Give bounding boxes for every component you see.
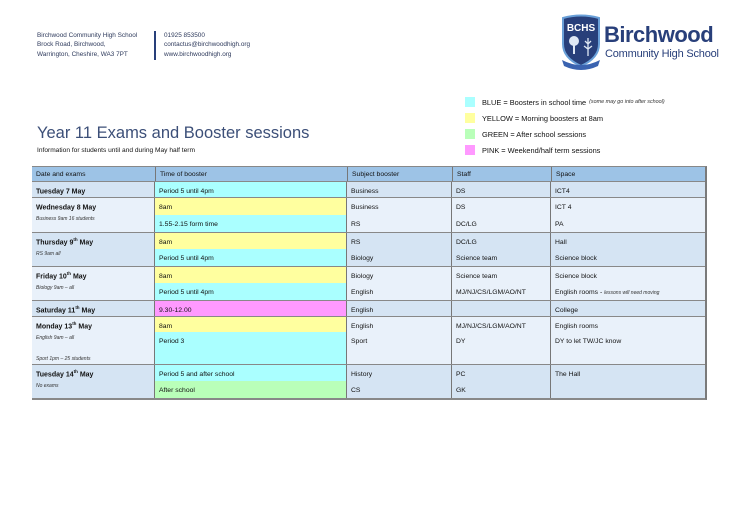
date-group (32, 267, 705, 301)
exam-note: Business 9am 16 students (36, 216, 95, 223)
table-row (155, 365, 705, 381)
col-header-space: Space (551, 167, 705, 181)
date-cell (32, 233, 155, 266)
space: Science block (555, 273, 597, 280)
col-header-time: Time of booster (155, 167, 347, 181)
page-subtitle: Information for students until and during May half term (37, 147, 195, 154)
legend-item (465, 94, 665, 110)
legend-label: GREEN = After school sessions (482, 129, 587, 139)
booster-time: Period 5 until 4pm (155, 249, 347, 266)
table-row (155, 267, 705, 283)
exam-note: Biology 9am – all (36, 285, 75, 292)
legend-item (465, 142, 665, 158)
space: PA (555, 221, 564, 228)
booster-time: 8am (155, 267, 347, 283)
staff: DC/LG (452, 233, 551, 249)
date-label: Tuesday 14th May (36, 369, 94, 379)
address-block (37, 31, 137, 59)
exam-note: RS 9am all (36, 251, 61, 258)
date-group (32, 233, 705, 267)
booster-time: Period 5 until 4pm (155, 182, 347, 197)
staff: MJ/NJ/CS/LGM/AO/NT (452, 283, 551, 300)
date-group (32, 182, 705, 198)
contact-block (164, 31, 250, 59)
col-header-subject: Subject booster (347, 167, 452, 181)
date-group (32, 301, 705, 317)
booster-time: 1.55-2.15 form time (155, 215, 347, 232)
table-row (155, 301, 705, 316)
space: English rooms - lessons will need moving (555, 289, 660, 296)
table-body (32, 182, 705, 399)
date-label: Thursday 9th May (36, 237, 94, 247)
date-label: Monday 13th May (36, 321, 92, 331)
website-link[interactable]: www.birchwoodhigh.org (164, 50, 232, 58)
booster-time: 9.30-12.00 (155, 301, 347, 316)
logo-name: Birchwood (604, 22, 714, 47)
booster-time: Period 3 (155, 332, 347, 364)
subject: Business (347, 182, 452, 197)
space: DY to let TW/JC know (555, 338, 622, 345)
date-label: Tuesday 7 May (36, 188, 86, 196)
phone: 01925 853500 (164, 32, 205, 39)
legend-label: PINK = Weekend/half term sessions (482, 145, 601, 155)
legend-label: YELLOW = Morning boosters at 8am (482, 113, 603, 123)
date-label: Saturday 11th May (36, 305, 96, 315)
subject: English (347, 317, 452, 332)
staff: DS (452, 198, 551, 215)
space: ICT 4 (555, 204, 572, 211)
subject: Biology (347, 249, 452, 266)
legend-swatch (465, 129, 475, 139)
staff: MJ/NJ/CS/LGM/AO/NT (452, 317, 551, 332)
staff: Science team (452, 249, 551, 266)
date-cell (32, 301, 155, 316)
date-cell (32, 198, 155, 232)
staff: DC/LG (452, 215, 551, 232)
svg-text:BCHS: BCHS (566, 23, 596, 34)
date-group (32, 365, 705, 399)
table-row (155, 283, 705, 300)
staff: Science team (452, 267, 551, 283)
space (551, 381, 705, 398)
logo-subname: Community High School (605, 48, 719, 60)
staff (452, 301, 551, 316)
color-legend (465, 94, 665, 158)
legend-swatch (465, 97, 475, 107)
booster-time: 8am (155, 233, 347, 249)
space: ICT4 (555, 188, 570, 195)
date-group (32, 317, 705, 365)
table-row (155, 249, 705, 266)
exam-note: No exams (36, 383, 59, 390)
booster-time: Period 5 until 4pm (155, 283, 347, 300)
booster-time: 8am (155, 198, 347, 215)
address-line: Brock Road, Birchwood, (37, 41, 106, 49)
subject: English (347, 301, 452, 316)
booster-time: Period 5 and after school (155, 365, 347, 381)
exam-note: English 9am – all (36, 335, 75, 342)
exam-note: Sport 1pm – 25 students (36, 356, 91, 363)
staff: GK (452, 381, 551, 398)
subject: CS (347, 381, 452, 398)
space: Hall (555, 239, 567, 246)
subject: RS (347, 233, 452, 249)
space: English rooms (555, 323, 599, 330)
date-cell (32, 365, 155, 398)
schedule-table (32, 166, 707, 400)
date-cell (32, 182, 155, 197)
table-row (155, 215, 705, 232)
subject: Sport (347, 332, 452, 364)
booster-time: 8am (155, 317, 347, 332)
col-header-date: Date and exams (36, 171, 86, 178)
legend-item (465, 110, 665, 126)
date-cell (32, 267, 155, 300)
date-cell (32, 317, 155, 364)
date-group (32, 198, 705, 233)
table-row (155, 198, 705, 215)
subject: History (347, 365, 452, 381)
subject: English (347, 283, 452, 300)
school-logo (560, 14, 730, 72)
legend-note: (some may go into after school) (589, 99, 665, 105)
date-label: Wednesday 8 May (36, 204, 97, 212)
space: The Hall (555, 371, 581, 378)
email-link[interactable]: contactus@birchwoodhigh.org (164, 41, 251, 49)
subject: Business (347, 198, 452, 215)
space: Science block (555, 255, 597, 262)
space: College (555, 307, 579, 314)
subject: RS (347, 215, 452, 232)
staff: PC (452, 365, 551, 381)
header-divider (154, 31, 156, 60)
staff: DY (452, 332, 551, 364)
table-row (155, 332, 705, 364)
subject: Biology (347, 267, 452, 283)
legend-swatch (465, 145, 475, 155)
staff: DS (452, 182, 551, 197)
address-line: Warrington, Cheshire, WA3 7PT (37, 50, 128, 58)
address-line: Birchwood Community High School (37, 32, 138, 39)
date-label: Friday 10th May (36, 271, 87, 281)
table-row (155, 317, 705, 332)
table-row (155, 182, 705, 197)
booster-time: After school (155, 381, 347, 398)
legend-item (465, 126, 665, 142)
legend-label: BLUE = Boosters in school time (482, 97, 587, 107)
table-header (32, 167, 705, 182)
crest-icon (560, 14, 602, 72)
table-row (155, 233, 705, 249)
legend-swatch (465, 113, 475, 123)
col-header-staff: Staff (452, 167, 551, 181)
page-title: Year 11 Exams and Booster sessions (37, 124, 310, 142)
table-row (155, 381, 705, 398)
